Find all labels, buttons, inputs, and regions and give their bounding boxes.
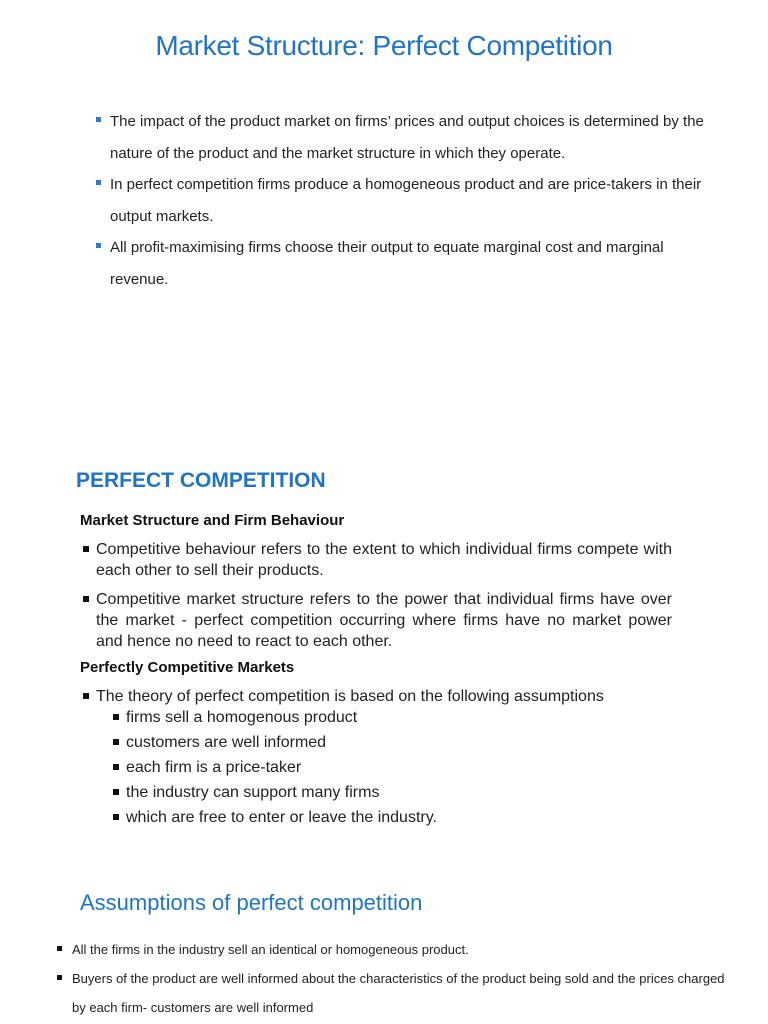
nested-bullet-item: the industry can support many firms: [110, 782, 672, 803]
bullet-list: [96, 106, 716, 295]
slide-perfect-competition: [0, 455, 768, 845]
bullet-item: Competitive behaviour refers to the extent to which individual firms compete with each other to sell their products.: [80, 539, 672, 581]
nested-bullet-item: each firm is a price-taker: [110, 757, 672, 778]
slide-market-structure: [0, 0, 768, 400]
bullet-list: [80, 539, 672, 660]
bullet-item: All the firms in the industry sell an identical or homogeneous product.: [57, 935, 727, 964]
nested-bullet-item: customers are well informed: [110, 732, 672, 753]
section-heading: Market Structure and Firm Behaviour: [80, 512, 345, 529]
bullet-item: The impact of the product market on firms’ prices and output choices is determined by the nature of the product and the market structure in which they operate.: [96, 106, 716, 169]
nested-bullet-item: which are free to enter or leave the industry.: [110, 807, 672, 828]
slide-title: PERFECT COMPETITION: [76, 469, 326, 492]
section-heading: Perfectly Competitive Markets: [80, 659, 295, 676]
slide-title: Assumptions of perfect competition: [80, 890, 423, 915]
nested-bullet-item: firms sell a homogenous product: [110, 707, 672, 728]
bullet-item: Competitive market structure refers to the power that individual firms have over the market - perfect competition occurring where firms have no market power and hence no need to react to each other.: [80, 589, 672, 652]
slide-assumptions: [0, 880, 768, 1024]
bullet-text: The theory of perfect competition is based on the following assumptions: [96, 688, 604, 705]
nested-bullet-list: [96, 707, 672, 828]
bullet-item: [80, 686, 672, 828]
bullet-item: Buyers of the product are well informed about the characteristics of the product being sold and the prices charged by each firm- customers are well informed: [57, 964, 727, 1022]
bullet-list: [80, 686, 672, 832]
bullet-list: [57, 935, 727, 1022]
bullet-item: In perfect competition firms produce a homogeneous product and are price-takers in their output markets.: [96, 169, 716, 232]
slide-title: Market Structure: Perfect Competition: [155, 30, 613, 61]
bullet-item: All profit-maximising firms choose their output to equate marginal cost and marginal revenue.: [96, 232, 716, 295]
